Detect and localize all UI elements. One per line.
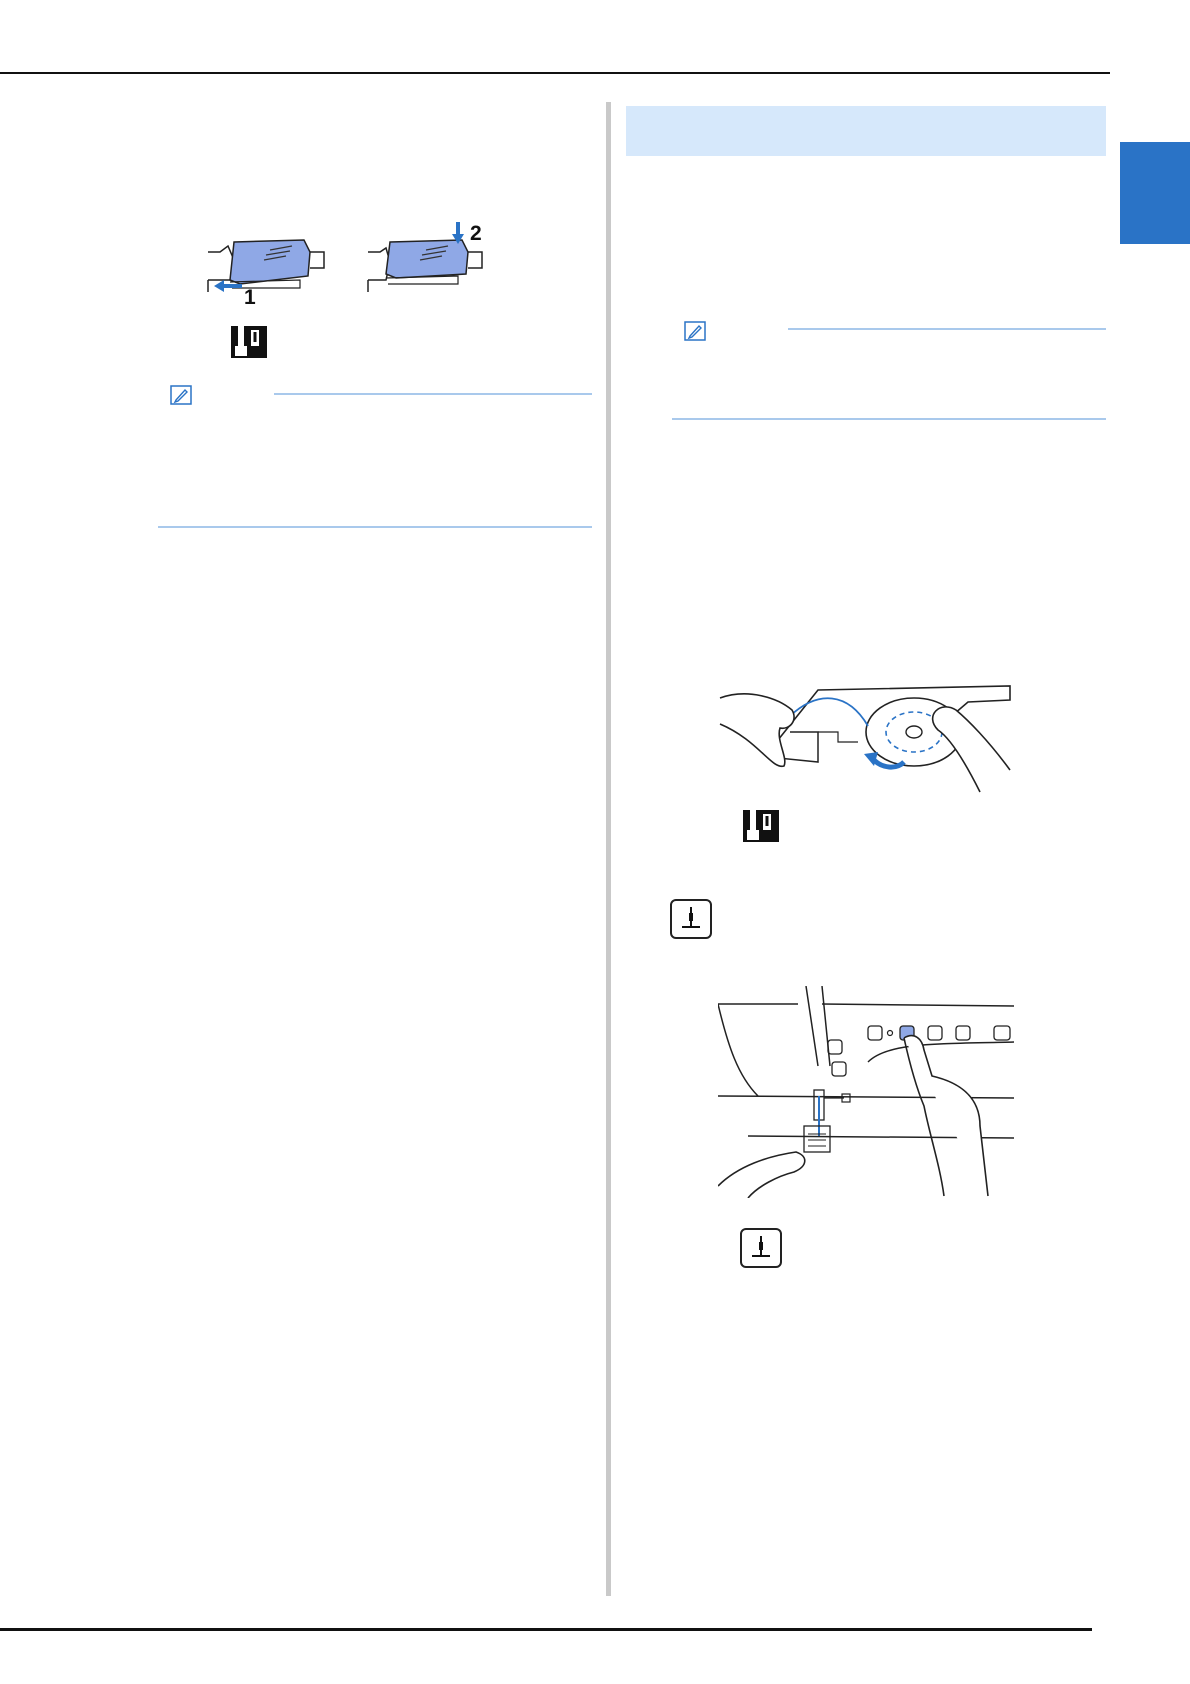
- memo-title-rule: [788, 328, 1106, 330]
- memo-note-icon: [684, 321, 706, 341]
- needle-position-icon: [742, 1230, 780, 1266]
- memo-end-rule: [158, 526, 592, 528]
- bobbin-cover-panel-2: [368, 222, 482, 292]
- memo-note-icon: [170, 385, 192, 405]
- memo-end-rule: [672, 418, 1106, 420]
- section-heading-band: [626, 106, 1106, 156]
- chapter-tab: [1120, 142, 1190, 244]
- needle-position-icon: [672, 901, 710, 937]
- needle-position-illustration: [718, 986, 1014, 1198]
- bobbin-thread-illustration: [718, 680, 1014, 796]
- presser-foot-lifter-icon: [743, 810, 779, 842]
- footer-rule: [0, 1628, 1092, 1631]
- header-rule: [0, 72, 1110, 74]
- bobbin-cover-panel-1: [208, 240, 324, 292]
- step-label-1: 1: [244, 286, 256, 309]
- needle-position-button: [670, 899, 712, 939]
- needle-position-button: [740, 1228, 782, 1268]
- column-divider: [606, 102, 611, 1596]
- bobbin-cover-illustration: [200, 222, 500, 314]
- presser-foot-lifter-icon: [231, 326, 267, 358]
- memo-title-rule: [274, 393, 592, 395]
- step-label-2: 2: [470, 222, 482, 245]
